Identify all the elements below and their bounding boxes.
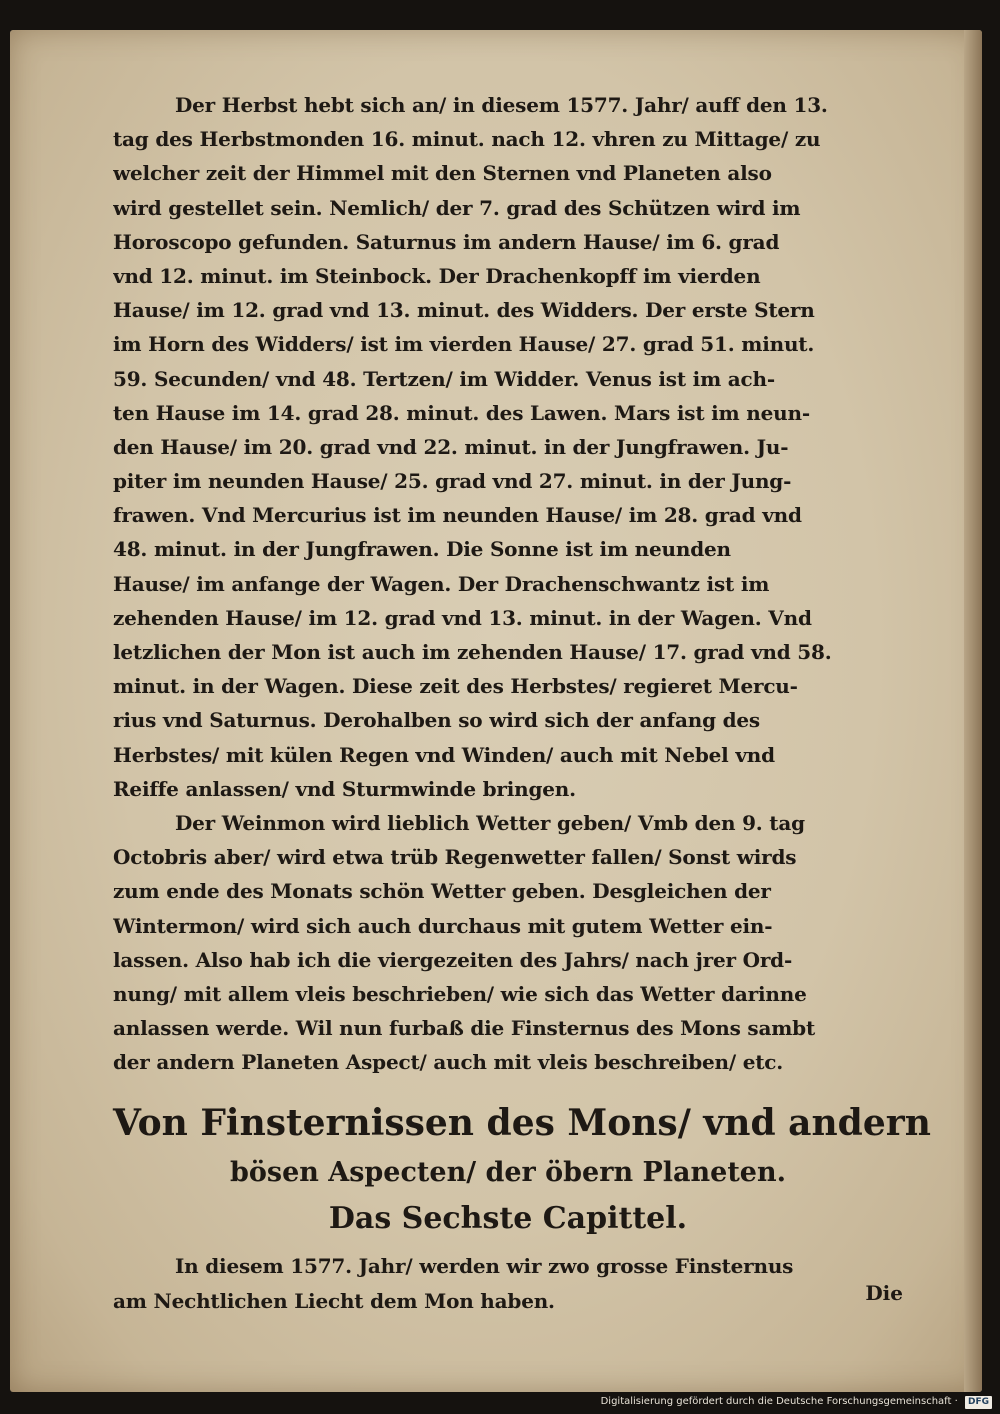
text-line: In diesem 1577. Jahr/ werden wir zwo grosse Finsternus bbox=[175, 1254, 794, 1279]
chapter-subtitle: bösen Aspecten/ der öbern Planeten. bbox=[229, 1157, 787, 1189]
paragraph-winter bbox=[113, 806, 903, 1080]
text-line: den Hause/ im 20. grad vnd 22. minut. in der Jungfrawen. Ju- bbox=[113, 434, 789, 459]
text-line: letzlichen der Mon ist auch im zehenden Hause/ 17. grad vnd 58. bbox=[113, 640, 832, 664]
chapter-number: Das Sechste Capittel. bbox=[328, 1201, 688, 1237]
text-line: Hause/ im 12. grad vnd 13. minut. des Widders. Der erste Stern bbox=[113, 298, 815, 323]
text-line: minut. in der Wagen. Diese zeit des Herbstes/ regieret Mercu- bbox=[113, 674, 798, 699]
text-line: welcher zeit der Himmel mit den Sternen vnd Planeten also bbox=[113, 161, 772, 186]
dfg-logo: DFG bbox=[965, 1396, 992, 1409]
text-line: vnd 12. minut. im Steinbock. Der Drachenkopff im vierden bbox=[113, 263, 761, 288]
text-line: Herbstes/ mit külen Regen vnd Winden/ auch mit Nebel vnd bbox=[113, 742, 775, 767]
text-line: rius vnd Saturnus. Derohalben so wird sich der anfang des bbox=[113, 708, 760, 733]
text-line: zum ende des Monats schön Wetter geben. Desgleichen der bbox=[113, 879, 771, 904]
page-spine-edge bbox=[964, 30, 982, 1392]
text-line: Der Weinmon wird lieblich Wetter geben/ Vmb den 9. tag bbox=[175, 810, 805, 835]
digitization-credit: Digitalisierung gefördert durch die Deutsche Forschungsgemeinschaft · DFG bbox=[601, 1394, 992, 1410]
credit-text: Digitalisierung gefördert durch die Deutsche Forschungsgemeinschaft bbox=[600, 1396, 952, 1407]
text-line: Wintermon/ wird sich auch durchaus mit gutem Wetter ein- bbox=[113, 913, 773, 938]
text-line: Horoscopo gefunden. Saturnus im andern Hause/ im 6. grad bbox=[113, 229, 780, 254]
chapter-heading bbox=[113, 1095, 931, 1243]
text-line: piter im neunden Hause/ 25. grad vnd 27. minut. in der Jung- bbox=[113, 469, 792, 494]
text-line: am Nechtlichen Liecht dem Mon haben. bbox=[113, 1288, 555, 1313]
chapter-title: Von Finsternissen des Mons/ vnd andern bbox=[113, 1102, 931, 1145]
text-line: Octobris aber/ wird etwa trüb Regenwetter fallen/ Sonst wirds bbox=[113, 845, 797, 870]
text-line: anlassen werde. Wil nun furbaß die Finsternus des Mons sambt bbox=[113, 1016, 816, 1041]
page-text-block bbox=[113, 88, 931, 1318]
paragraph-eclipses bbox=[113, 1249, 903, 1317]
text-line: 48. minut. in der Jungfrawen. Die Sonne ist im neunden bbox=[113, 537, 731, 562]
text-line: 59. Secunden/ vnd 48. Tertzen/ im Widder. Venus ist im ach- bbox=[113, 366, 775, 391]
text-line: Hause/ im anfange der Wagen. Der Drachenschwantz ist im bbox=[113, 571, 770, 596]
text-line: zehenden Hause/ im 12. grad vnd 13. minut. in der Wagen. Vnd bbox=[113, 605, 812, 630]
text-line: Der Herbst hebt sich an/ in diesem 1577. Jahr/ auff den 13. bbox=[175, 93, 828, 117]
text-line: im Horn des Widders/ ist im vierden Hause/ 27. grad 51. minut. bbox=[113, 332, 815, 357]
text-line: tag des Herbstmonden 16. minut. nach 12. vhren zu Mittage/ zu bbox=[113, 127, 821, 152]
book-page bbox=[10, 30, 982, 1392]
last-line-row bbox=[113, 1280, 903, 1318]
paragraph-autumn bbox=[113, 88, 903, 806]
text-line: ten Hause im 14. grad 28. minut. des Lawen. Mars ist im neun- bbox=[113, 400, 810, 425]
text-line: Reiffe anlassen/ vnd Sturmwinde bringen. bbox=[113, 776, 576, 801]
text-line: frawen. Vnd Mercurius ist im neunden Hause/ im 28. grad vnd bbox=[113, 503, 802, 528]
text-line: der andern Planeten Aspect/ auch mit vleis beschreiben/ etc. bbox=[113, 1050, 784, 1075]
catchword: Die bbox=[865, 1280, 903, 1305]
text-line: wird gestellet sein. Nemlich/ der 7. grad des Schützen wird im bbox=[113, 195, 801, 220]
text-line: lassen. Also hab ich die viergezeiten des Jahrs/ nach jrer Ord- bbox=[113, 947, 793, 972]
text-line: nung/ mit allem vleis beschrieben/ wie sich das Wetter darinne bbox=[113, 981, 807, 1006]
